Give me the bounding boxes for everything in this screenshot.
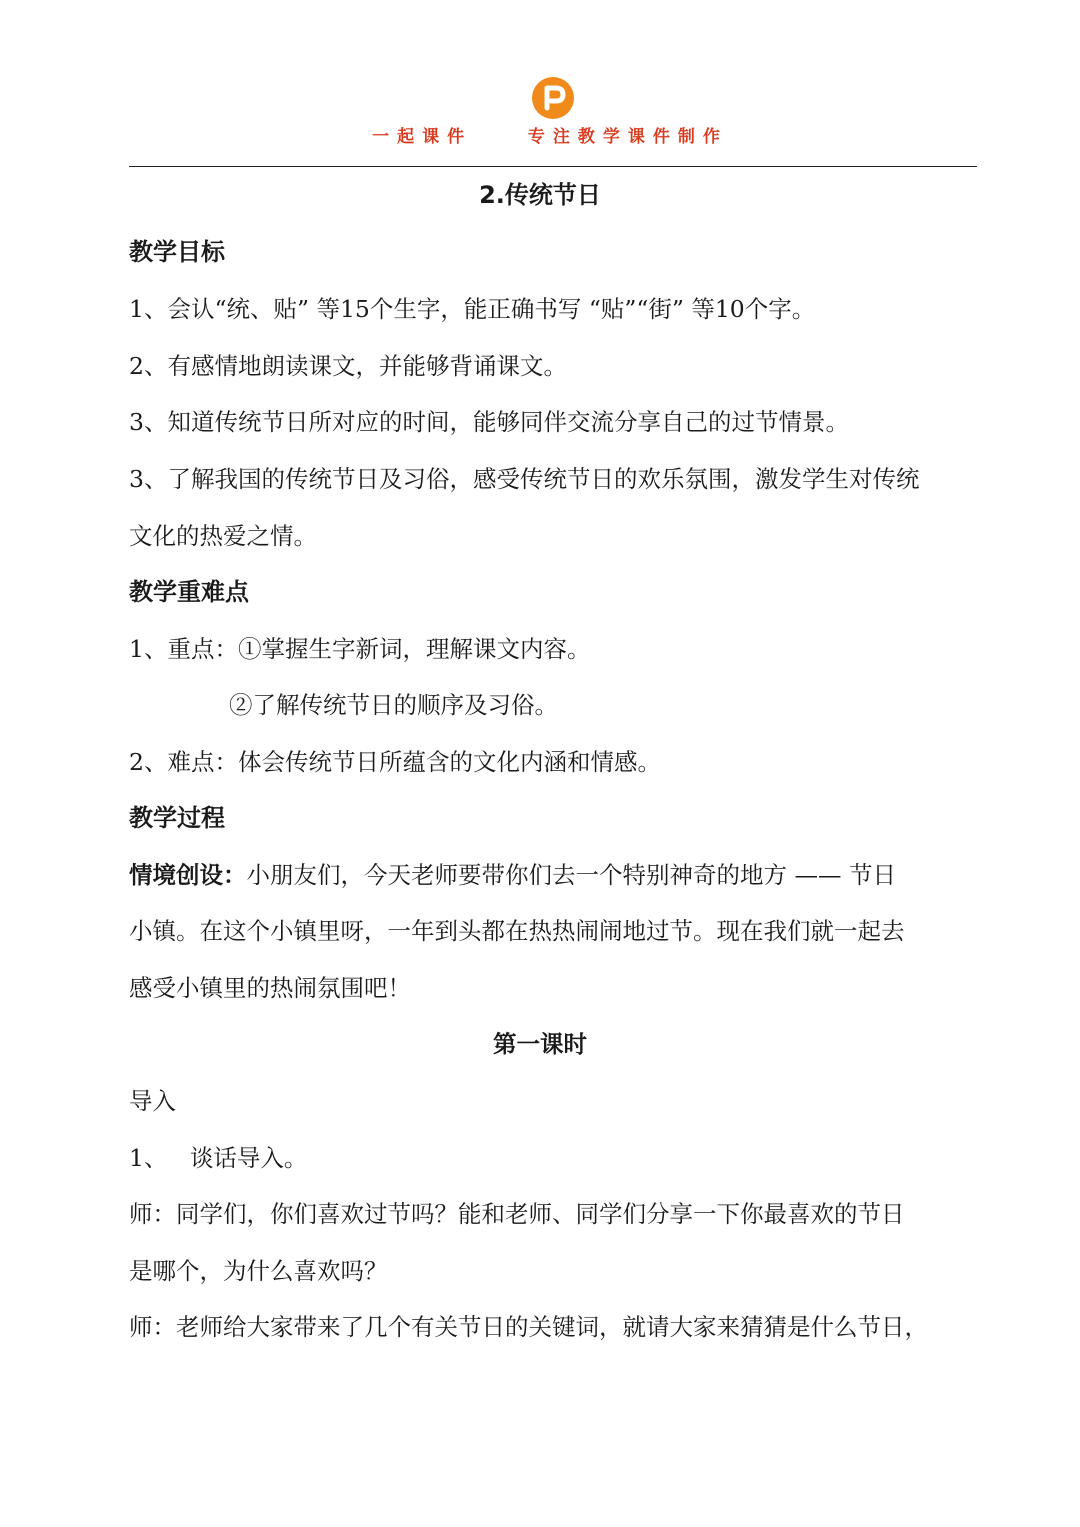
goal-item: 3、了解我国的传统节日及习俗，感受传统节日的欢乐氛围，激发学生对传统 bbox=[129, 465, 920, 493]
scenario-label: 情境创设： bbox=[129, 861, 247, 889]
dialogue-line: 师：老师给大家带来了几个有关节日的关键词，就请大家来猜猜是什么节日， bbox=[129, 1313, 928, 1341]
dialogue-line: 是哪个，为什么喜欢吗？ bbox=[129, 1257, 388, 1285]
goal-item: 2、有感情地朗读课文，并能够背诵课文。 bbox=[129, 352, 567, 380]
process-heading: 教学过程 bbox=[129, 804, 225, 832]
brand-logo bbox=[532, 77, 574, 119]
keypoints-heading: 教学重难点 bbox=[129, 578, 249, 606]
keypoint-item: ②了解传统节日的顺序及习俗。 bbox=[229, 691, 558, 719]
header-divider bbox=[129, 166, 977, 167]
dialogue-line: 师：同学们，你们喜欢过节吗？能和老师、同学们分享一下你最喜欢的节日 bbox=[129, 1200, 905, 1228]
goal-item: 1、会认“统、贴” 等15个生字，能正确书写 “贴”“街” 等10个字。 bbox=[129, 295, 816, 323]
goal-item: 3、知道传统节日所对应的时间，能够同伴交流分享自己的过节情景。 bbox=[129, 408, 849, 436]
scenario-paragraph-line: 小镇。在这个小镇里呀，一年到头都在热热闹闹地过节。现在我们就一起去 bbox=[129, 917, 905, 945]
intro-step: 1、 谈话导入。 bbox=[129, 1144, 308, 1172]
lesson-heading: 第一课时 bbox=[493, 1030, 587, 1058]
keypoint-item: 2、难点：体会传统节日所蕴含的文化内涵和情感。 bbox=[129, 748, 661, 776]
goals-heading: 教学目标 bbox=[129, 238, 225, 266]
brand-tagline: 一起课件 专注教学课件制作 bbox=[372, 127, 728, 147]
p-logo-icon bbox=[532, 77, 574, 119]
scenario-paragraph-line: 感受小镇里的热闹氛围吧！ bbox=[129, 974, 411, 1002]
goal-item-continued: 文化的热爱之情。 bbox=[129, 522, 317, 550]
intro-label: 导入 bbox=[129, 1087, 176, 1115]
scenario-paragraph-line bbox=[129, 860, 896, 890]
document-title: 2.传统节日 bbox=[479, 181, 601, 209]
scenario-text: 小朋友们，今天老师要带你们去一个特别神奇的地方 —— 节日 bbox=[246, 861, 896, 889]
keypoint-item: 1、重点：①掌握生字新词，理解课文内容。 bbox=[129, 635, 591, 663]
